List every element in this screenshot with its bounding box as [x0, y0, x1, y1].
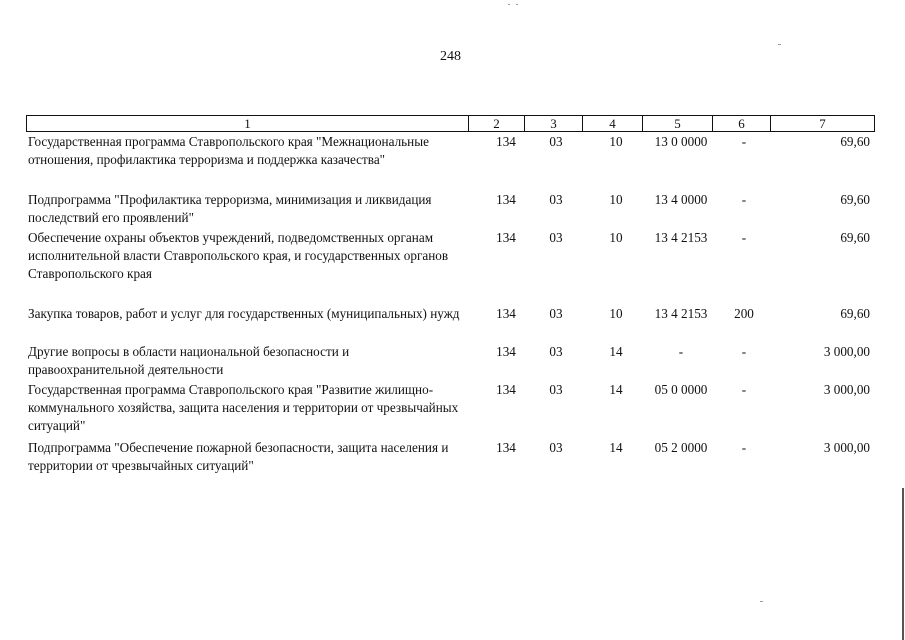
row-col-5: - — [678, 344, 684, 359]
row-col-2: 134 — [496, 230, 516, 245]
scan-speck — [760, 601, 763, 602]
row-col-5: 13 0 0000 — [654, 134, 708, 149]
row-name: Другие вопросы в области национальной безопасности и правоохранительной деятельности — [28, 344, 350, 377]
row-name: Подпрограмма "Профилактика терроризма, минимизация и ликвидация последствий его проявлений" — [28, 192, 432, 225]
row-col-2: 134 — [496, 440, 516, 455]
row-col-7: 3 000,00 — [823, 382, 870, 397]
row-name: Обеспечение охраны объектов учреждений, подведомственных органам исполнительной власти Ставропольского края, и государственных органов Ставропольского края — [28, 230, 449, 281]
row-col-2: 134 — [496, 306, 516, 321]
row-col-3: 03 — [549, 440, 563, 455]
row-col-2: 134 — [496, 192, 516, 207]
row-col-3: 03 — [549, 192, 563, 207]
column-header-7: 7 — [771, 116, 875, 132]
column-header-2: 2 — [469, 116, 525, 132]
row-col-4: 14 — [609, 344, 623, 359]
row-col-2: 134 — [496, 134, 516, 149]
row-name: Закупка товаров, работ и услуг для государственных (муниципальных) нужд — [28, 306, 460, 321]
row-col-5: 13 4 0000 — [654, 192, 708, 207]
page-number: 248 — [440, 49, 461, 64]
row-col-3: 03 — [549, 344, 563, 359]
row-col-6: - — [741, 230, 747, 245]
row-name: Государственная программа Ставропольского края "Межнациональные отношения, профилактика терроризма и поддержка казачества" — [28, 134, 429, 167]
row-col-5: 13 4 2153 — [654, 230, 708, 245]
row-col-4: 10 — [609, 306, 623, 321]
row-name: Государственная программа Ставропольского края "Развитие жилищно-коммунального хозяйства, защита населения и территории от чрезвычайных ситуаций" — [28, 382, 459, 433]
column-header-row — [27, 116, 875, 132]
row-col-3: 03 — [549, 382, 563, 397]
row-col-7: 69,60 — [840, 230, 870, 245]
scan-speck — [778, 44, 781, 45]
row-col-5: 13 4 2153 — [654, 306, 708, 321]
column-header-table — [26, 115, 875, 132]
row-col-4: 10 — [609, 192, 623, 207]
row-col-3: 03 — [549, 134, 563, 149]
row-col-4: 10 — [609, 134, 623, 149]
scan-speck — [516, 4, 518, 5]
row-col-3: 03 — [549, 230, 563, 245]
scan-speck — [508, 4, 510, 5]
column-header-3: 3 — [525, 116, 583, 132]
row-col-7: 3 000,00 — [823, 344, 870, 359]
row-col-6: - — [741, 344, 747, 359]
row-name: Подпрограмма "Обеспечение пожарной безопасности, защита населения и территории от чрезвычайных ситуаций" — [28, 440, 449, 473]
row-col-4: 14 — [609, 382, 623, 397]
column-header-5: 5 — [643, 116, 713, 132]
row-col-6: - — [741, 192, 747, 207]
row-col-4: 10 — [609, 230, 623, 245]
row-col-6: - — [741, 382, 747, 397]
scan-edge-line — [902, 488, 904, 640]
row-col-7: 69,60 — [840, 192, 870, 207]
row-col-4: 14 — [609, 440, 623, 455]
row-col-7: 69,60 — [840, 134, 870, 149]
row-col-5: 05 0 0000 — [654, 382, 708, 397]
row-col-6: - — [741, 440, 747, 455]
row-col-2: 134 — [496, 382, 516, 397]
row-col-5: 05 2 0000 — [654, 440, 708, 455]
row-col-7: 69,60 — [840, 306, 870, 321]
column-header-6: 6 — [713, 116, 771, 132]
row-col-2: 134 — [496, 344, 516, 359]
column-header-4: 4 — [583, 116, 643, 132]
row-col-7: 3 000,00 — [823, 440, 870, 455]
row-col-6: - — [741, 134, 747, 149]
row-col-3: 03 — [549, 306, 563, 321]
column-header-1: 1 — [27, 116, 469, 132]
row-col-6: 200 — [734, 306, 754, 321]
